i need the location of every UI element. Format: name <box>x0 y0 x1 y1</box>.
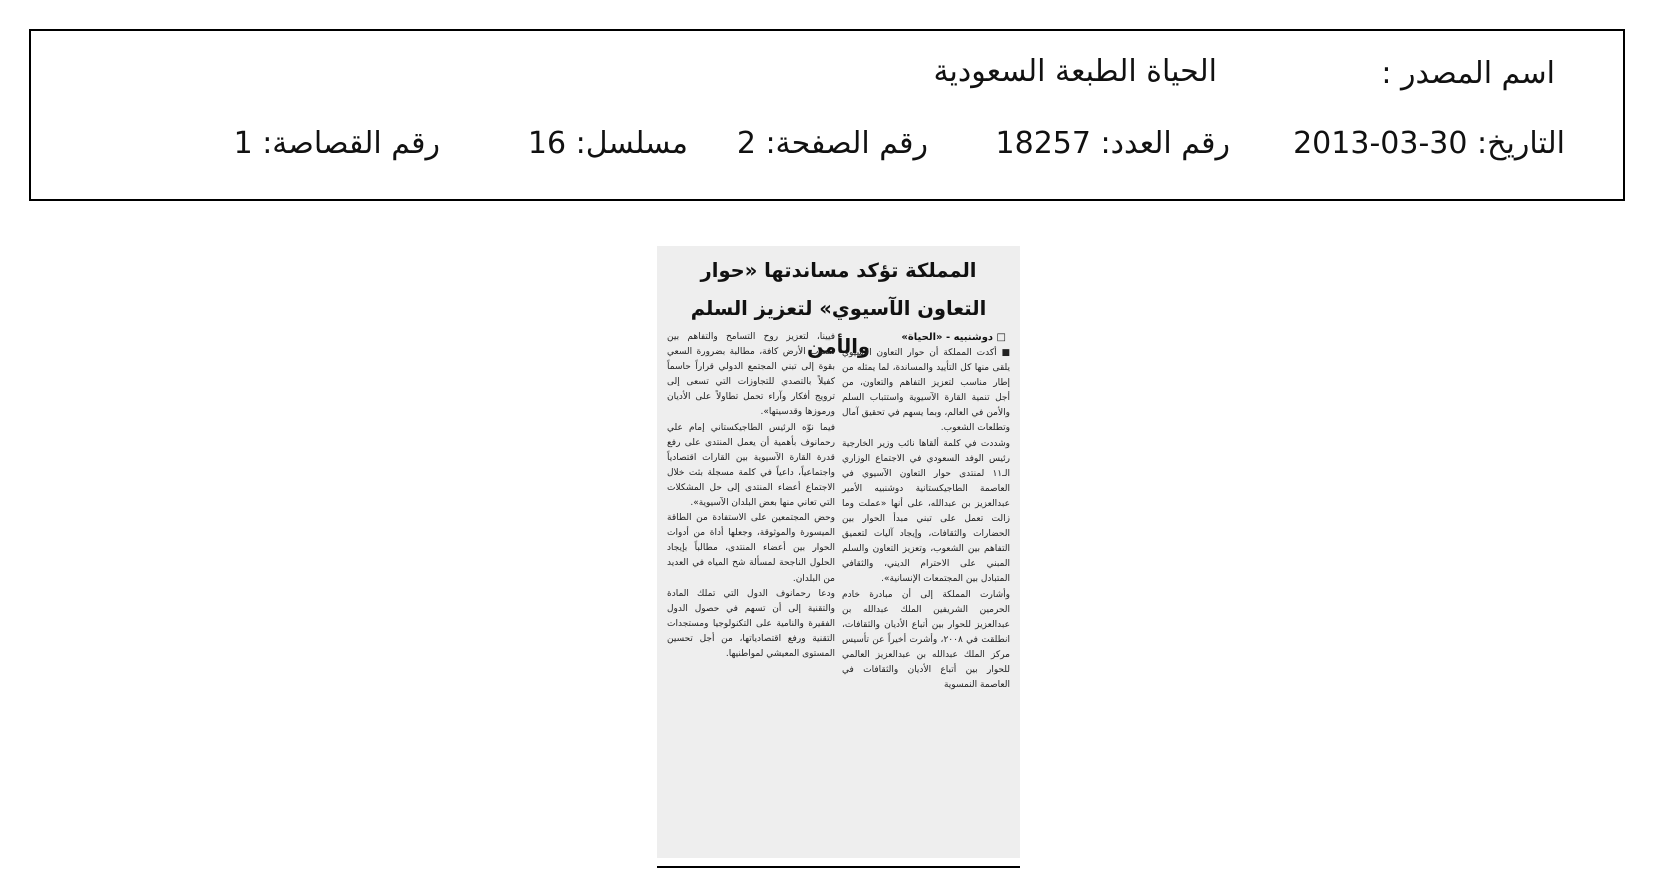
source-value: الحياة الطبعة السعودية <box>933 54 1217 89</box>
issue-number-field: رقم العدد: 18257 <box>995 126 1230 161</box>
paragraph: فيينا، لتعزيز روح التسامح والتفاهم بين شعوب الأرض كافة، مطالبة بضرورة السعي بقوة إلى تبني المجتمع الدولي قراراً حاسماً كفيلاً بالتصدي للتجاوزات التي تسعى إلى ترويج أفكار وآراء تحمل تطاولاً على الأديان ورموزها وقدسيتها». <box>667 332 835 418</box>
source-label: اسم المصدر : <box>1381 56 1555 91</box>
article-dateline: □ دوشنبيه - «الحياة» <box>901 332 1006 343</box>
paragraph: ■ أكدت المملكة أن حوار التعاون الآسيوي يلقى منها كل التأييد والمساندة، لما يمثله من إطار مناسب لتعزيز التفاهم والتعاون، من أجل تنمية القارة الآسيوية واستتباب السلم والأمن في العالم، وبما يسهم في تحقيق آمال وتطلعات الشعوب. <box>842 348 1010 434</box>
article-column-left <box>667 330 835 662</box>
headline-line-2: التعاون الآسيوي» لتعزيز السلم والأمن <box>690 297 987 358</box>
page-number-field: رقم الصفحة: 2 <box>736 126 928 161</box>
paragraph: وحض المجتمعين على الاستفادة من الطاقة الميسورة والموثوقة، وجعلها أداة من أدوات الحوار بين أعضاء المنتدى، مطالباً بإيجاد الحلول الناجحة لمسألة شح المياه في العديد من البلدان. <box>667 513 835 584</box>
serial-field: مسلسل: 16 <box>527 126 688 161</box>
paragraph: وشددت في كلمة ألقاها نائب وزير الخارجية رئيس الوفد السعودي في الاجتماع الوزاري الـ١١ لمنتدى حوار التعاون الآسيوي في العاصمة الطاجيكستانية دوشنبيه الأمير عبدالعزيز بن عبدالله، على أنها «عملت وما زالت تعمل على تبني مبدأ الحوار بين الحضارات والثقافات، وإيجاد آليات لتعميق التفاهم بين الشعوب، وتعزيز التعاون والسلم المبني على الاحترام الديني، والثقافي المتبادل بين المجتمعات الإنسانية». <box>842 438 1010 585</box>
headline-line-1: المملكة تؤكد مساندتها «حوار <box>700 259 977 282</box>
date-field: التاريخ: 30-03-2013 <box>1293 126 1565 161</box>
paragraph: ودعا رحمانوف الدول التي تملك المادة والتقنية إلى أن تسهم في حصول الدول الفقيرة والنامية على التكنولوجيا ومستجدات التقنية ورفع اقتصادياتها، من أجل تحسين المستوى المعيشي لمواطنيها. <box>667 588 835 659</box>
clipping-metadata-box <box>29 29 1625 201</box>
paragraph: فيما نوّه الرئيس الطاجيكستاني إمام علي رحمانوف بأهمية أن يعمل المنتدى على رفع قدرة القارة الآسيوية بين القارات اقتصادياً واجتماعياً، داعياً في كلمة مسجلة بثت خلال الاجتماع أعضاء المنتدى إلى حل المشكلات التي تعاني منها بعض البلدان الآسيوية». <box>667 422 835 509</box>
newspaper-clipping <box>657 246 1020 858</box>
clip-number-field: رقم القصاصة: 1 <box>233 126 440 161</box>
divider <box>657 866 1020 868</box>
article-column-right <box>842 346 1010 693</box>
paragraph: وأشارت المملكة إلى أن مبادرة خادم الحرمين الشريفين الملك عبدالله بن عبدالعزيز للحوار بين أتباع الأديان والثقافات، انطلقت في ٢٠٠٨، وأشرت أخيراً عن تأسيس مركز الملك عبدالله بن عبدالعزيز العالمي للحوار بين أتباع الأديان والثقافات في العاصمة النمسوية <box>842 589 1010 691</box>
